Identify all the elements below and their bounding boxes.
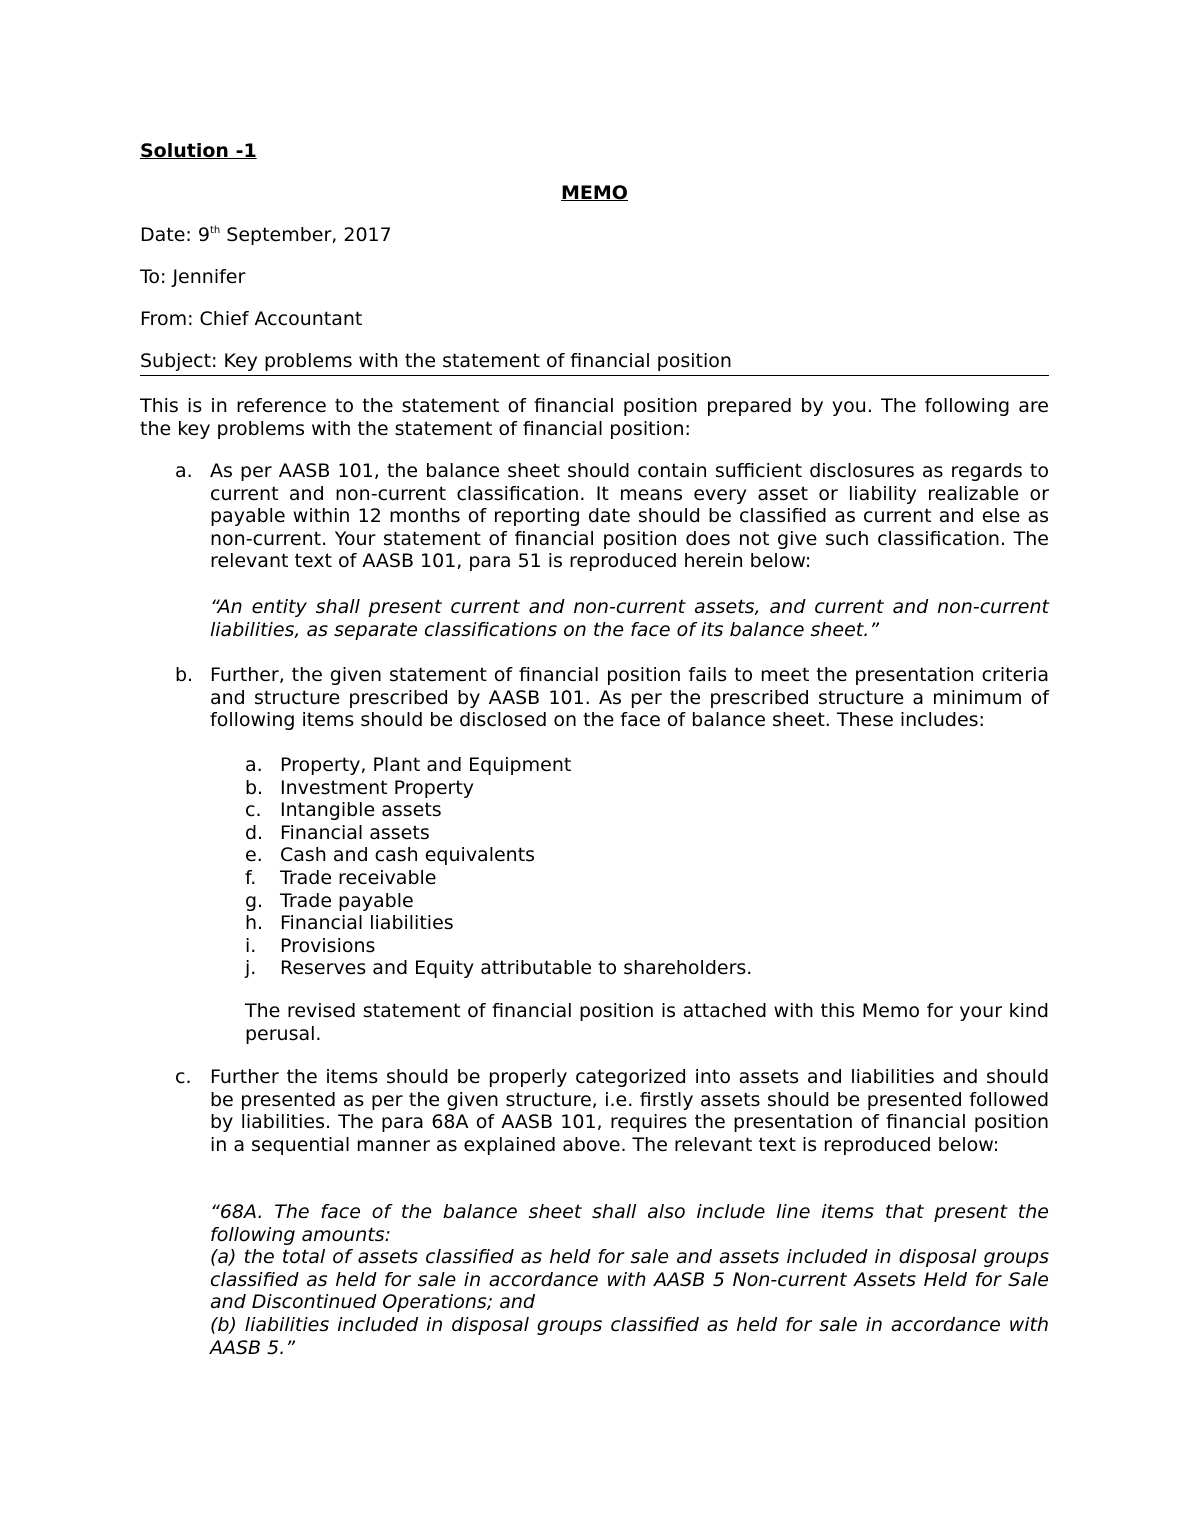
subject-line: Subject: Key problems with the statement of financial position xyxy=(140,350,732,372)
point-c-quote-intro: “68A. The face of the balance sheet shall also include line items that present the following amounts: xyxy=(210,1201,1049,1246)
point-a-text: As per AASB 101, the balance sheet should contain sufficient disclosures as regards to current and non-current classification. It means every asset or liability realizable or payable within 12 months of reporting date should be classified as current and else as non-current. Your statement of financial position does not give such classification. The relevant text of AASB 101, para 51 is reproduced herein below: xyxy=(210,460,1049,573)
date-label: Date: 9 xyxy=(140,224,210,246)
to-line: To: Jennifer xyxy=(140,266,246,288)
point-c-text: Further the items should be properly categorized into assets and liabilities and should be presented as per the given structure, i.e. firstly assets should be presented followed by liabilities. The para 68A of AASB 101, requires the presentation of financial position in a sequential manner as explained above. The relevant text is reproduced below: xyxy=(210,1066,1049,1156)
revised-statement-note: The revised statement of financial position is attached with this Memo for your kind perusal. xyxy=(245,1000,1049,1045)
list-item: d. Financial assets xyxy=(245,821,430,844)
point-c-quote-a: (a) the total of assets classified as held for sale and assets included in disposal groups classified as held for sale in accordance with AASB 5 Non-current Assets Held for Sale and Discontinued Operations; and xyxy=(210,1246,1049,1314)
date-line xyxy=(140,224,392,246)
from-line: From: Chief Accountant xyxy=(140,308,363,330)
list-item: g. Trade payable xyxy=(245,889,414,912)
date-rest: September, 2017 xyxy=(220,224,392,246)
list-item: c. Intangible assets xyxy=(245,799,442,822)
date-superscript: th xyxy=(209,225,221,236)
solution-heading: Solution -1 xyxy=(140,140,257,162)
list-item: j. Reserves and Equity attributable to shareholders. xyxy=(245,957,753,980)
point-a-marker: a. xyxy=(175,460,193,482)
intro-paragraph: This is in reference to the statement of financial position prepared by you. The following are the key problems with the statement of financial position: xyxy=(140,395,1049,440)
point-c-quote-b: (b) liabilities included in disposal groups classified as held for sale in accordance with AASB 5.” xyxy=(210,1314,1049,1359)
point-b-text: Further, the given statement of financial position fails to meet the presentation criteria and structure prescribed by AASB 101. As per the prescribed structure a minimum of following items should be disclosed on the face of balance sheet. These includes: xyxy=(210,664,1049,732)
list-item: b. Investment Property xyxy=(245,776,475,799)
point-b-marker: b. xyxy=(175,664,194,686)
list-item: h. Financial liabilities xyxy=(245,912,454,935)
subject-divider xyxy=(140,375,1049,376)
list-item: i. Provisions xyxy=(245,934,376,957)
memo-title: MEMO xyxy=(561,182,628,204)
list-item: e. Cash and cash equivalents xyxy=(245,844,536,867)
point-a-quote: “An entity shall present current and non-current assets, and current and non-current liabilities, as separate classifications on the face of its balance sheet.” xyxy=(210,596,1049,641)
list-item: a. Property, Plant and Equipment xyxy=(245,754,572,776)
list-item: f. Trade receivable xyxy=(245,866,437,889)
point-c-marker: c. xyxy=(175,1066,192,1088)
required-items-list xyxy=(245,754,1049,980)
